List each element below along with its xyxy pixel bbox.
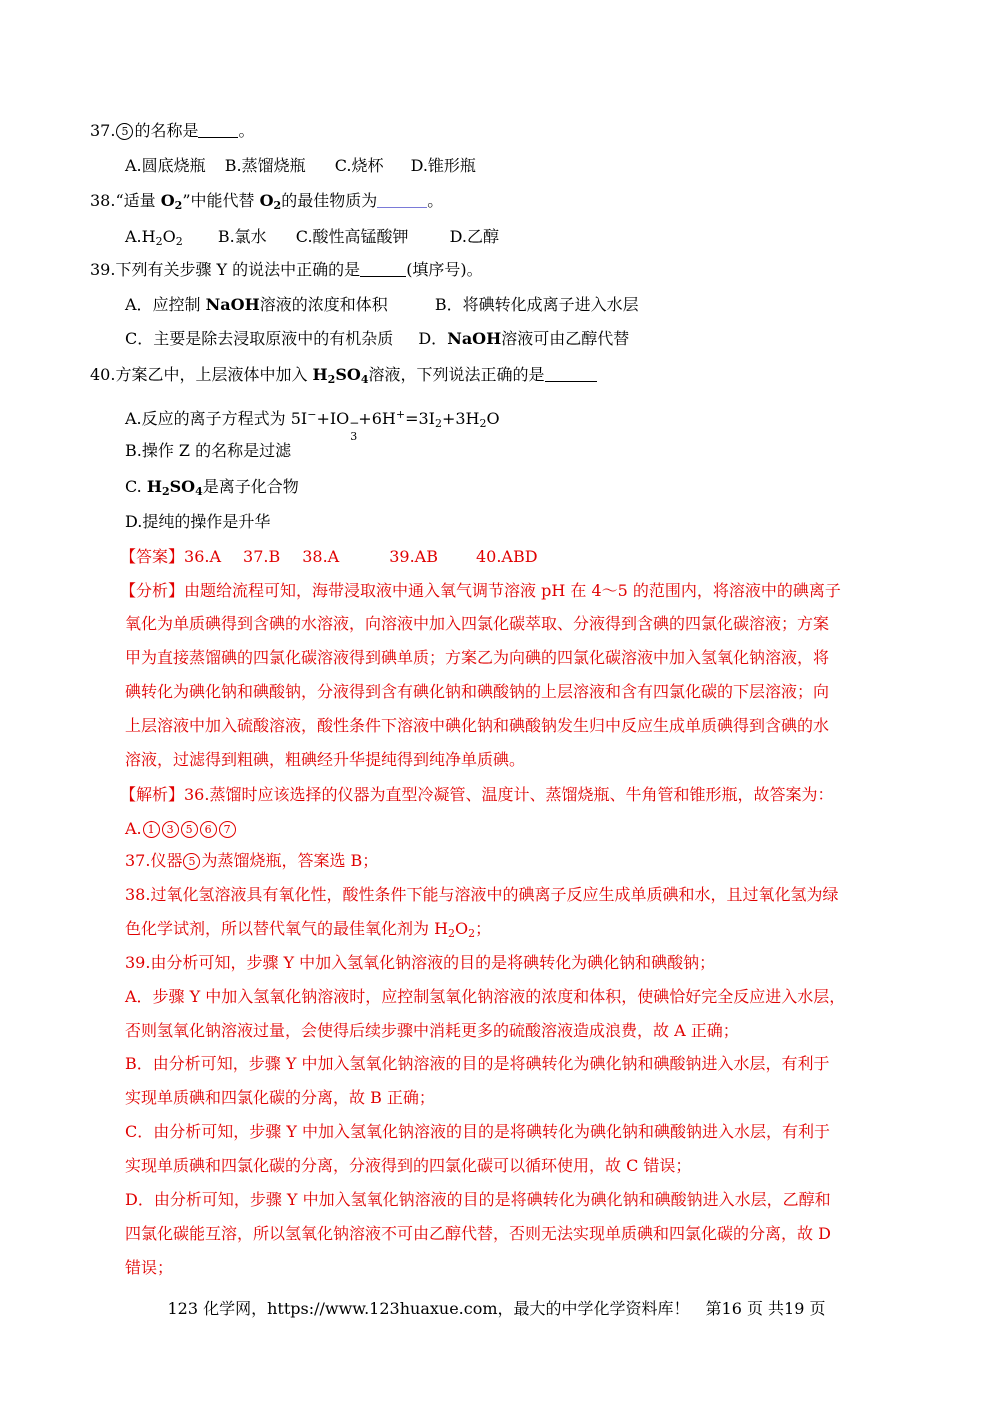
q38-text: ”中能代替 bbox=[182, 191, 260, 210]
q40-option-a-text: A.反应的离子方程式为 5I bbox=[125, 409, 308, 428]
question-39 bbox=[90, 259, 483, 281]
q38-end: 。 bbox=[427, 191, 444, 210]
explain-line: 实现单质碘和四氯化碳的分离，故 B 正确； bbox=[125, 1088, 435, 1107]
answer-39: 39.AB bbox=[389, 547, 438, 566]
subscript: 2 bbox=[468, 927, 476, 940]
formula-h2so4: H bbox=[146, 477, 162, 496]
subscript: 2 bbox=[273, 199, 282, 212]
explain-line: 否则氢氧化钠溶液过量，会使得后续步骤中消耗更多的硫酸溶液造成浪费，故 A 正确； bbox=[125, 1021, 739, 1040]
analysis-line: 上层溶液中加入硫酸溶液，酸性条件下溶液中碘化钠和碘酸钠发生归中反应生成单质碘得到含碘的水 bbox=[125, 716, 830, 735]
explain-line: 错误； bbox=[125, 1258, 174, 1277]
footer-page-number: 第16 页 共19 页 bbox=[705, 1299, 826, 1318]
answer-blank bbox=[198, 123, 238, 138]
q37-options bbox=[125, 155, 476, 177]
q40-option-c-text2: 是离子化合物 bbox=[202, 477, 299, 496]
q39-options-ab bbox=[125, 294, 639, 316]
footer-site: 123 化学网，https://www.123huaxue.com，最大的中学化学资料库！ bbox=[167, 1299, 690, 1318]
circled-number: 3 bbox=[162, 821, 179, 838]
q39-options-cd bbox=[125, 328, 629, 350]
analysis-line: 碘转化为碘化钠和碘酸钠，分液得到含有碘化钠和碘酸钠的上层溶液和含有四氯化碳的下层溶液；向 bbox=[125, 682, 830, 701]
q39-option-a-text: A．应控制 bbox=[125, 295, 206, 314]
answer-37: 37.B bbox=[243, 547, 281, 566]
q39-option-a-text2: 溶液的浓度和体积 bbox=[259, 295, 388, 314]
explain-38-text2: O bbox=[455, 919, 469, 938]
explain-line-circles bbox=[125, 818, 237, 840]
q40-option-a-text6: O bbox=[486, 409, 500, 428]
q37-end: 。 bbox=[238, 121, 255, 140]
q37-option-a: A.圆底烧瓶 bbox=[125, 156, 206, 175]
superscript: + bbox=[395, 408, 406, 421]
explain-38-text: 色化学试剂，所以替代氧气的最佳氧化剂为 H bbox=[125, 919, 449, 938]
page-footer bbox=[0, 1298, 993, 1320]
q40-option-a-text2: +IO bbox=[316, 409, 350, 428]
circled-number: 5 bbox=[181, 821, 198, 838]
q38-option-c: C.酸性高锰酸钾 bbox=[295, 227, 409, 246]
formula-o2: O bbox=[160, 191, 175, 210]
answer-label: 【答案】 bbox=[120, 547, 185, 566]
explain-line: 38.过氧化氢溶液具有氧化性，酸性条件下能与溶液中的碘离子反应生成单质碘和水，且过氧化氢为绿 bbox=[125, 885, 839, 904]
q40-stem2: 溶液，下列说法正确的是 bbox=[368, 365, 545, 384]
subscript: 2 bbox=[434, 417, 442, 430]
subscript: 2 bbox=[448, 927, 456, 940]
explain-prefix: A. bbox=[125, 819, 142, 838]
superscript: − bbox=[349, 416, 360, 430]
answer-blank bbox=[545, 367, 597, 382]
circled-number: 6 bbox=[200, 821, 217, 838]
q40-option-a-text3: +6H bbox=[358, 409, 396, 428]
analysis-line: 溶液，过滤得到粗碘，粗碘经升华提纯得到纯净单质碘。 bbox=[125, 750, 526, 769]
q39-option-d-text: D． bbox=[418, 329, 448, 348]
q37-option-c: C.烧杯 bbox=[334, 156, 384, 175]
q39-option-d-text2: 溶液可由乙醇代替 bbox=[501, 329, 630, 348]
formula-naoh: NaOH bbox=[447, 329, 502, 348]
q40-option-b: B.操作 Z 的名称是过滤 bbox=[125, 441, 292, 460]
explain-line: 【解析】36.蒸馏时应该选择的仪器为直型冷凝管、温度计、蒸馏烧瓶、牛角管和锥形瓶，故答案为： bbox=[120, 785, 834, 804]
question-37 bbox=[90, 120, 254, 142]
analysis-line: 【分析】由题给流程可知，海带浸取液中通入氧气调节溶液 pH 在 4～5 的范围内，将溶液中的碘离子 bbox=[120, 581, 841, 600]
subscript: 2 bbox=[327, 373, 336, 386]
analysis-line: 甲为直接蒸馏碘的四氯化碳溶液得到碘单质；方案乙为向碘的四氯化碳溶液中加入氢氧化钠溶液，将 bbox=[125, 648, 830, 667]
circled-number: 1 bbox=[143, 821, 160, 838]
answer-38: 38.A bbox=[302, 547, 340, 566]
q39-option-b: B．将碘转化成离子进入水层 bbox=[434, 295, 639, 314]
answer-line bbox=[120, 546, 538, 568]
q39-stem-end: (填序号)。 bbox=[406, 260, 483, 279]
subscript: 4 bbox=[195, 485, 203, 498]
q38-prefix: 38.“适量 bbox=[90, 191, 161, 210]
answer-blank bbox=[360, 262, 406, 277]
superscript: − bbox=[307, 408, 317, 421]
explain-line: 四氯化碳能互溶，所以氢氧化钠溶液不可由乙醇代替，否则无法实现单质碘和四氯化碳的分离，故 D bbox=[125, 1224, 831, 1243]
q40-option-a-text5: +3H bbox=[441, 409, 480, 428]
explain-line: 实现单质碘和四氯化碳的分离，分液得到的四氯化碳可以循环使用，故 C 错误； bbox=[125, 1156, 692, 1175]
subscript: 2 bbox=[479, 417, 487, 430]
circled-number: 5 bbox=[116, 123, 133, 140]
q37-option-d: D.锥形瓶 bbox=[410, 156, 476, 175]
q38-option-a bbox=[125, 227, 183, 246]
explain-line-h2o2 bbox=[125, 918, 491, 945]
formula-h2so4: H bbox=[312, 365, 328, 384]
q40-option-d: D.提纯的操作是升华 bbox=[125, 512, 271, 531]
explain-38-end: ； bbox=[475, 919, 492, 938]
analysis-line: 氧化为单质碘得到含碘的水溶液，向溶液中加入四氯化碳萃取、分液得到含碘的四氯化碳溶液；方案 bbox=[125, 614, 830, 633]
q38-option-b: B.氯水 bbox=[217, 227, 267, 246]
subscript: 2 bbox=[174, 199, 183, 212]
question-38 bbox=[90, 190, 443, 217]
q38-option-a-text2: O bbox=[162, 227, 176, 246]
answer-36: 36.A bbox=[184, 547, 222, 566]
q37-option-b: B.蒸馏烧瓶 bbox=[224, 156, 306, 175]
q40-option-a: A.反应的离子方程式为 5I−+IO − 3 $+6H^+=3I_2+3H_2O$ bbox=[125, 408, 500, 443]
formula-o2: O bbox=[259, 191, 274, 210]
subscript: 2 bbox=[161, 485, 170, 498]
formula-h2so4-part: SO bbox=[169, 477, 196, 496]
question-40 bbox=[90, 364, 597, 391]
formula-h2so4-part: SO bbox=[335, 365, 361, 384]
subscript: 2 bbox=[155, 235, 163, 248]
formula-naoh: NaOH bbox=[205, 295, 260, 314]
explain-37-text2: 为蒸馏烧瓶，答案选 B； bbox=[201, 851, 379, 870]
q37-text: 的名称是 bbox=[134, 121, 199, 140]
explain-line: 39.由分析可知，步骤 Y 中加入氢氧化钠溶液的目的是将碘转化为碘化钠和碘酸钠； bbox=[125, 953, 716, 972]
explain-37-text: 37.仪器 bbox=[125, 851, 183, 870]
subscript: 4 bbox=[360, 373, 369, 386]
q40-stem: 40.方案乙中，上层液体中加入 bbox=[90, 365, 313, 384]
q40-option-c bbox=[125, 476, 299, 503]
q39-option-a bbox=[125, 295, 388, 314]
q39-stem: 39.下列有关步骤 Y 的说法中正确的是 bbox=[90, 260, 361, 279]
explain-line: C．由分析可知，步骤 Y 中加入氢氧化钠溶液的目的是将碘转化为碘化钠和碘酸钠进入水层，有利于 bbox=[125, 1122, 830, 1141]
q37-prefix: 37. bbox=[90, 121, 116, 140]
q40-option-c-text: C. bbox=[125, 477, 147, 496]
q38-option-a-text: A.H bbox=[125, 227, 156, 246]
circled-number: 5 bbox=[183, 853, 200, 870]
q40-option-a-text4: =3I bbox=[405, 409, 435, 428]
explain-line: D．由分析可知，步骤 Y 中加入氢氧化钠溶液的目的是将碘转化为碘化钠和碘酸钠进入水层，乙醇和 bbox=[125, 1190, 831, 1209]
q38-options bbox=[125, 226, 499, 253]
explain-line: A．步骤 Y 中加入氢氧化钠溶液时，应控制氢氧化钠溶液的浓度和体积，使碘恰好完全反应进入水层， bbox=[125, 987, 846, 1006]
q39-option-c: C．主要是除去浸取原液中的有机杂质 bbox=[125, 329, 394, 348]
q38-option-d: D.乙醇 bbox=[449, 227, 499, 246]
answer-blank bbox=[377, 193, 427, 208]
answer-40: 40.ABD bbox=[475, 547, 538, 566]
q38-text2: 的最佳物质为 bbox=[281, 191, 378, 210]
q39-option-d bbox=[418, 329, 629, 348]
subscript: 2 bbox=[175, 235, 183, 248]
explain-line: B．由分析可知，步骤 Y 中加入氢氧化钠溶液的目的是将碘转化为碘化钠和碘酸钠进入水层，有利于 bbox=[125, 1054, 830, 1073]
circled-number: 7 bbox=[219, 821, 236, 838]
explain-37 bbox=[125, 850, 378, 872]
